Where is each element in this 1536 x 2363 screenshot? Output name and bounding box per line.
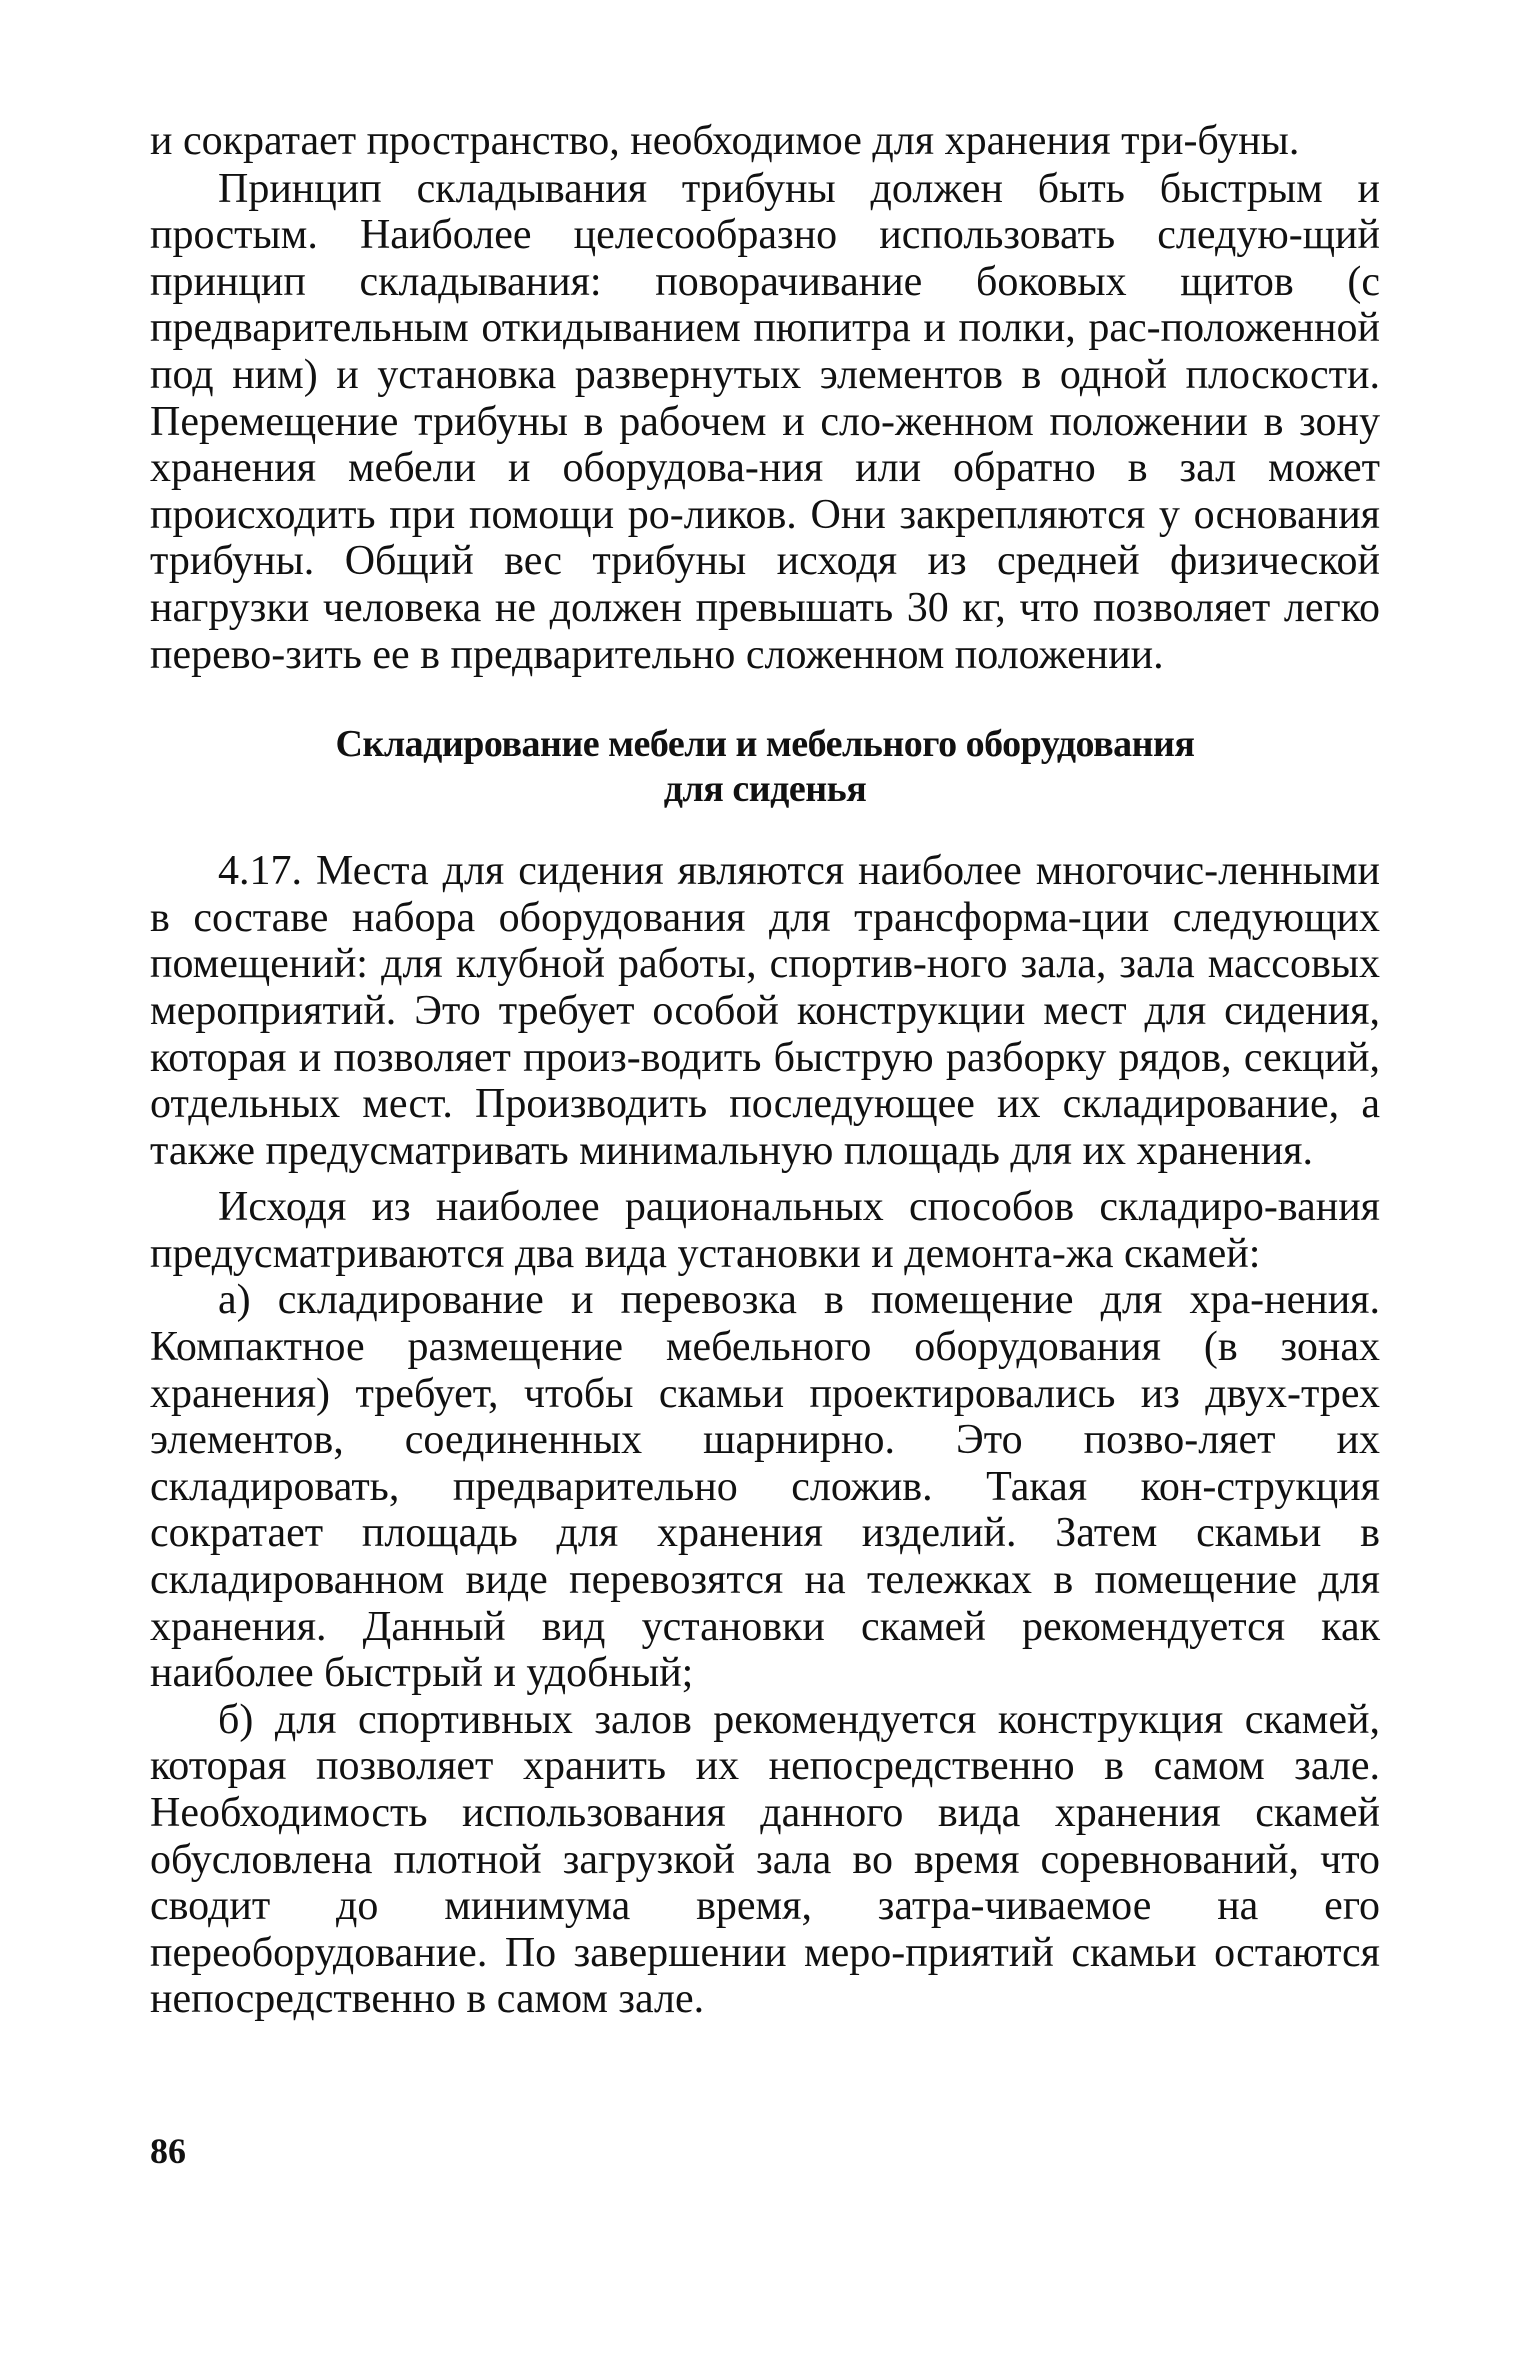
section-heading-line-2: для сиденья xyxy=(663,768,867,811)
section-paragraph-option-b: б) для спортивных залов рекомендуется конструкция скамей, которая позволяет хранить их непосредственно в самом зале. Необходимость использования данного вида хранения скамей обусловлена плотной загрузкой зала во время соревнований, что сводит до минимума время, затра-чиваемое на его переоборудование. По завершении меро-приятий скамьи остаются непосредственно в самом зале. xyxy=(150,1696,1380,2023)
section-paragraph-4-17: 4.17. Места для сидения являются наиболее многочис-ленными в составе набора оборудования для трансформа-ции следующих помещений: для клубной работы, спортив-ного зала, зала массовых мероприятий. Это требует особой конструкции мест для сидения, которая и позволяет произ-водить быструю разборку рядов, секций, отдельных мест. Производить последующее их складирование, а также предусматривать минимальную площадь для их хранения. xyxy=(150,848,1380,1174)
text-paragraph-2: Принцип складывания трибуны должен быть быстрым и простым. Наиболее целесообразно использовать следую-щий принцип складывания: поворачивание боковых щитов (с предварительным откидыванием пюпитра и полки, рас-положенной под ним) и установка развернутых элементов в одной плоскости. Перемещение трибуны в рабочем и сло-женном положении в зону хранения мебели и оборудова-ния или обратно в зал может происходить при помощи ро-ликов. Они закрепляются у основания трибуны. Общий вес трибуны исходя из средней физической нагрузки человека не должен превышать 30 кг, что позволяет легко перево-зить ее в предварительно сложенном положении. xyxy=(150,165,1380,678)
section-paragraph-option-a: а) складирование и перевозка в помещение для хра-нения. Компактное размещение мебельного оборудования (в зонах хранения) требует, чтобы скамьи проектировались из двух-трех элементов, соединенных шарнирно. Это позво-ляет их складировать, предварительно сложив. Такая кон-струкция сократает площадь для хранения изделий. Затем скамьи в складированном виде перевозятся на тележках в помещение для хранения. Данный вид установки скамей рекомендуется как наиболее быстрый и удобный; xyxy=(150,1277,1380,1697)
section-paragraph-storage-methods: Исходя из наиболее рациональных способов складиро-вания предусматриваются два вида установки и демонта-жа скамей: xyxy=(150,1184,1380,1277)
section-heading-line-1: Складирование мебели и мебельного оборудования xyxy=(335,723,1195,766)
book-page xyxy=(150,118,1380,2318)
text-paragraph-1: и сократает пространство, необходимое для хранения три-буны. xyxy=(150,118,1300,164)
section-heading xyxy=(150,722,1380,812)
page-number: 86 xyxy=(150,2131,186,2171)
